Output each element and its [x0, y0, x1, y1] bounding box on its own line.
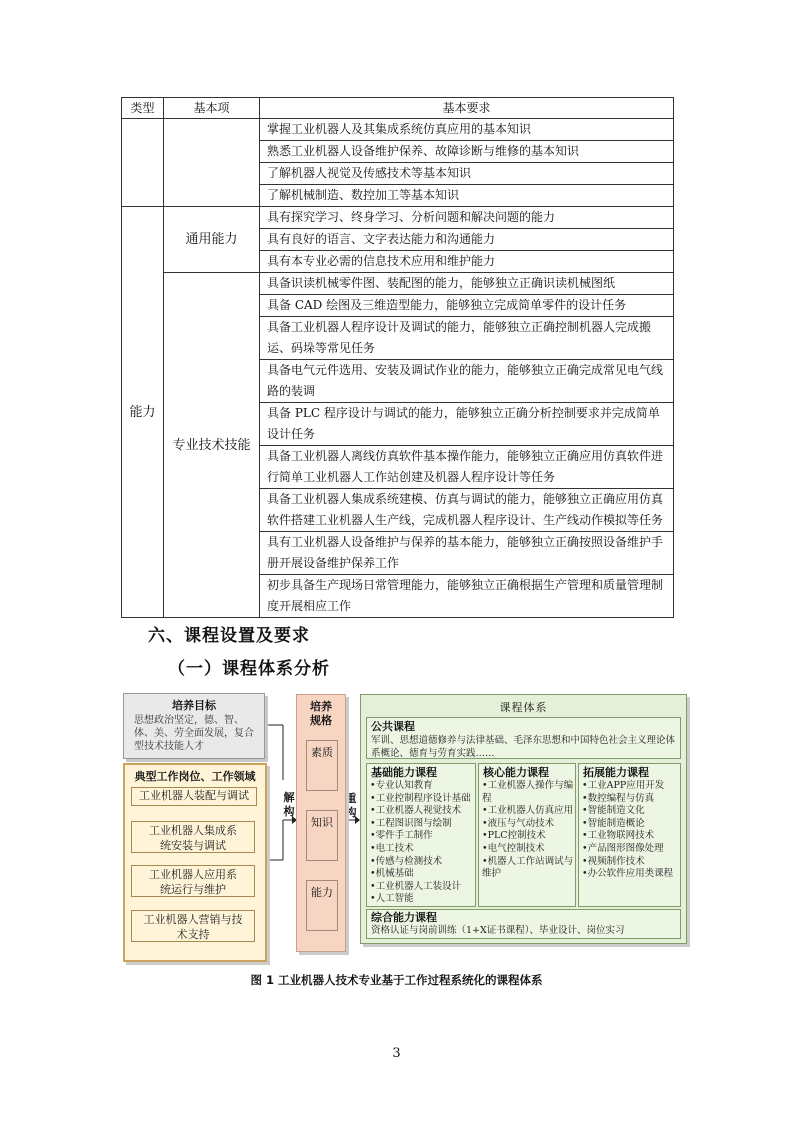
requirement-cell: 了解机器人视觉及传感技术等基本知识 — [260, 163, 674, 185]
list-item: •工业控制程序设计基础 — [370, 792, 471, 804]
list-item: •智能制造概论 — [582, 817, 645, 829]
extension-course-box — [578, 763, 681, 907]
goal-box — [123, 693, 265, 759]
list-item: •工程图识图与绘制 — [370, 817, 452, 829]
list-item: •液压与气动技术 — [482, 817, 555, 829]
group-professional-cell: 专业技术技能 — [164, 273, 260, 618]
list-item: •电气控制技术 — [482, 842, 545, 854]
jobs-title: 典型工作岗位、工作领域 — [134, 770, 256, 783]
public-course-title: 公共课程 — [371, 720, 415, 733]
requirement-cell: 具备 PLC 程序设计与调试的能力，能够独立正确分析控制要求并完成简单设计任务 — [260, 403, 674, 446]
requirement-cell: 具备工业机器人集成系统建模、仿真与调试的能力，能够独立正确应用仿真软件搭建工业机器人生产线，完成机器人程序设计、生产线动作模拟等任务 — [260, 489, 674, 532]
job-item: 工业机器人集成系统安装与调试 — [131, 821, 255, 853]
category-ability-cell: 能力 — [122, 207, 164, 618]
requirement-cell: 熟悉工业机器人设备维护保养、故障诊断与维修的基本知识 — [260, 141, 674, 163]
requirement-cell: 具有探究学习、终身学习、分析问题和解决问题的能力 — [260, 207, 674, 229]
group-general-cell: 通用能力 — [164, 207, 260, 273]
list-item: •机器人工作站调试与维护 — [482, 855, 574, 880]
requirement-cell: 具有良好的语言、文字表达能力和沟通能力 — [260, 229, 674, 251]
requirement-cell: 掌握工业机器人及其集成系统仿真应用的基本知识 — [260, 119, 674, 141]
list-item: •产品图形图像处理 — [582, 842, 664, 854]
basic-course-title: 基础能力课程 — [371, 766, 437, 779]
subsection-heading: （一）课程体系分析 — [168, 659, 330, 679]
spec-box — [296, 694, 346, 952]
header-type: 类型 — [122, 98, 164, 119]
list-item: •工业机器人仿真应用 — [482, 805, 574, 817]
list-item: •智能制造文化 — [582, 805, 645, 817]
public-course-text: 军训、思想道德修养与法律基础、毛泽东思想和中国特色社会主义理论体系概论、德育与劳育实践…… — [371, 735, 676, 759]
comprehensive-course-text: 资格认证与岗前训练（1+X证书课程）、毕业设计、岗位实习 — [371, 925, 625, 936]
spec-item: 素质 — [306, 740, 338, 791]
goal-text: 思想政治坚定，德、智、体、美、劳全面发展，复合型技术技能人才 — [134, 715, 254, 752]
list-item: •工业机器人操作与编程 — [482, 780, 574, 804]
list-item: •人工智能 — [370, 893, 414, 905]
public-course-box — [366, 717, 681, 759]
core-course-box — [478, 763, 576, 907]
reconstruct-label: 重构 — [345, 792, 357, 819]
list-item: •视频制作技术 — [582, 855, 645, 867]
spec-item: 知识 — [306, 810, 338, 861]
list-item: •机械基础 — [370, 868, 414, 880]
list-item: •专业认知教育 — [370, 780, 433, 791]
header-item: 基本项 — [164, 98, 260, 119]
comprehensive-course-title: 综合能力课程 — [371, 911, 437, 924]
list-item: •电工技术 — [370, 842, 414, 854]
list-item: •办公软件应用类课程 — [582, 868, 674, 880]
spec-item: 能力 — [306, 880, 338, 931]
job-item: 工业机器人营销与技术支持 — [131, 910, 255, 942]
goal-title: 培养目标 — [172, 699, 216, 712]
page-number: 3 — [392, 1046, 401, 1061]
list-item: •工业物联网技术 — [582, 830, 655, 842]
requirement-cell: 具备识读机械零件图、装配图的能力，能够独立正确识读机械图纸 — [260, 273, 674, 295]
figure-caption: 图 1 工业机器人技术专业基于工作过程系统化的课程体系 — [250, 973, 543, 987]
job-item: 工业机器人装配与调试 — [131, 787, 257, 806]
requirement-cell: 具有工业机器人设备维护与保养的基本能力，能够独立正确按照设备维护手册开展设备维护保养工作 — [260, 532, 674, 575]
list-item: •工业机器人工装设计 — [370, 880, 462, 892]
section-heading: 六、课程设置及要求 — [148, 626, 310, 646]
list-item: •数控编程与仿真 — [582, 792, 655, 804]
requirement-cell: 具备 CAD 绘图及三维造型能力，能够独立完成简单零件的设计任务 — [260, 295, 674, 317]
core-course-title: 核心能力课程 — [483, 766, 549, 779]
comprehensive-course-box — [366, 909, 681, 939]
requirement-cell: 具备工业机器人离线仿真软件基本操作能力，能够独立正确应用仿真软件进行简单工业机器人工作站创建及机器人程序设计等任务 — [260, 446, 674, 489]
jobs-box — [123, 763, 267, 962]
requirement-cell: 初步具备生产现场日常管理能力，能够独立正确根据生产管理和质量管理制度开展相应工作 — [260, 575, 674, 618]
deconstruct-label: 解构 — [283, 791, 295, 818]
requirement-cell: 具备电气元件选用、安装及调试作业的能力，能够独立正确完成常见电气线路的装调 — [260, 360, 674, 403]
list-item: •传感与检测技术 — [370, 855, 443, 867]
extension-course-title: 拓展能力课程 — [583, 766, 649, 779]
list-item: •PLC控制技术 — [482, 830, 546, 842]
requirement-cell: 具有本专业必需的信息技术应用和维护能力 — [260, 251, 674, 273]
curriculum-title: 课程体系 — [499, 701, 548, 714]
job-item: 工业机器人应用系统运行与维护 — [131, 865, 255, 897]
list-item: •工业APP应用开发 — [582, 780, 665, 791]
list-item: •零件手工制作 — [370, 830, 433, 842]
requirement-cell: 具备工业机器人程序设计及调试的能力，能够独立正确控制机器人完成搬运、码垛等常见任务 — [260, 317, 674, 360]
list-item: •工业机器人视觉技术 — [370, 805, 462, 817]
basic-course-box — [366, 763, 476, 907]
curriculum-box — [360, 694, 687, 944]
header-requirement: 基本要求 — [260, 98, 674, 119]
spec-title: 培养规格 — [310, 700, 332, 727]
requirement-cell: 了解机械制造、数控加工等基本知识 — [260, 185, 674, 207]
